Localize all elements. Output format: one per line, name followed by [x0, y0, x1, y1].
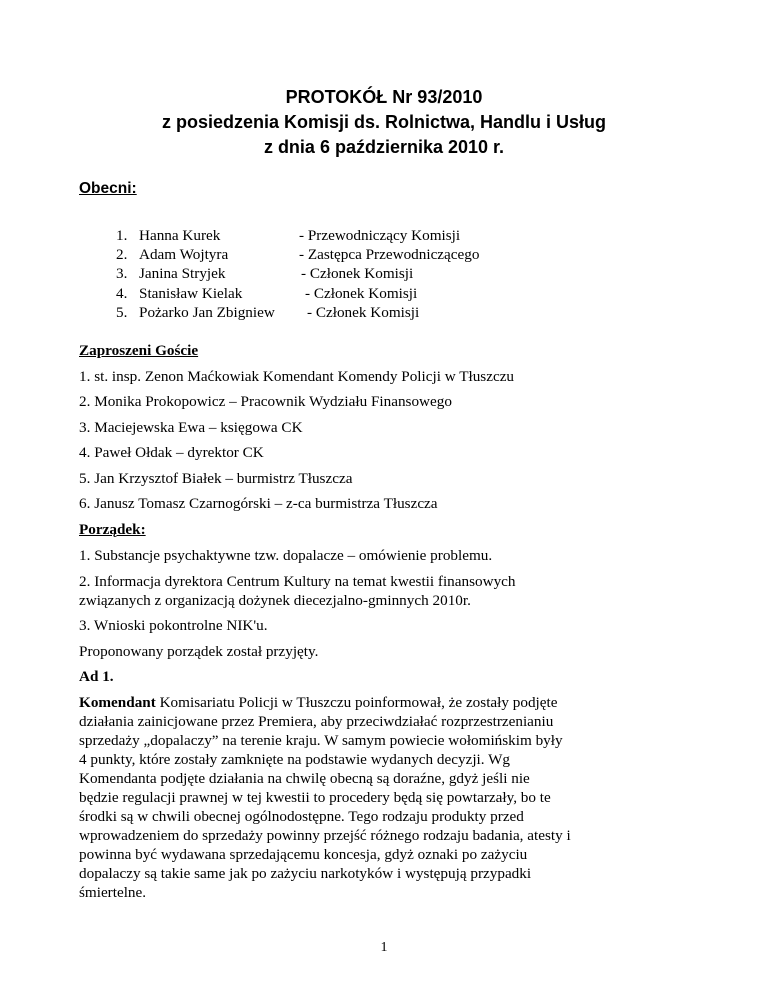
- member-role: - Członek Komisji: [307, 303, 420, 321]
- member-role: - Członek Komisji: [301, 265, 414, 283]
- protocol-title: PROTOKÓŁ Nr 93/2010: [285, 87, 483, 107]
- guests-heading: Zaproszeni Goście: [79, 342, 199, 359]
- guest-item: 5. Jan Krzysztof Białek – burmistrz Tłuszcza: [79, 470, 353, 487]
- guest-item: 3. Maciejewska Ewa – księgowa CK: [79, 419, 303, 436]
- ad1-paragraph-line: 4 punkty, które zostały zamknięte na podstawie wydanych decyzji. Wg: [79, 751, 511, 768]
- ad1-paragraph-line: dopalaczy są takie same jak po zażyciu narkotyków i występują przypadki: [79, 865, 532, 882]
- meeting-date: z dnia 6 października 2010 r.: [263, 137, 505, 157]
- member-row: [0, 226, 768, 245]
- member-number: 5.: [116, 303, 128, 321]
- ad1-paragraph-line: środki są w chwili obecnej ogólnodostępne. Tego rodzaju produkty przed: [79, 808, 524, 825]
- ad1-heading: Ad 1.: [79, 668, 114, 685]
- ad1-paragraph-line: działania zainicjowane przez Premiera, aby przeciwdziałać rozprzestrzenianiu: [79, 713, 554, 730]
- agenda-item: 1. Substancje psychaktywne tzw. dopalacze – omówienie problemu.: [79, 547, 493, 564]
- member-name: Pożarko Jan Zbigniew: [139, 303, 275, 321]
- meeting-subtitle: z posiedzenia Komisji ds. Rolnictwa, Handlu i Usług: [161, 112, 607, 132]
- member-name: Adam Wojtyra: [139, 246, 229, 264]
- member-role: - Przewodniczący Komisji: [299, 227, 461, 244]
- ad1-paragraph-line: wprowadzeniem do sprzedaży powinny przejść różnego rodzaju badania, atesty i: [79, 827, 571, 844]
- ad1-paragraph-line: sprzedaży „dopalaczy” na terenie kraju. W samym powiecie wołomińskim były: [79, 732, 563, 749]
- member-row: [0, 264, 768, 283]
- page-number: 1: [380, 940, 388, 955]
- member-role: - Członek Komisji: [305, 284, 418, 302]
- ad1-paragraph-line: śmiertelne.: [79, 884, 147, 901]
- member-name: Stanisław Kielak: [139, 284, 243, 302]
- member-number: 2.: [116, 246, 128, 264]
- agenda-accepted-note: Proponowany porządek został przyjęty.: [79, 643, 319, 660]
- guest-item: 6. Janusz Tomasz Czarnogórski – z-ca burmistrza Tłuszcza: [79, 495, 438, 512]
- guest-item: 1. st. insp. Zenon Maćkowiak Komendant Komendy Policji w Tłuszczu: [79, 368, 515, 385]
- guest-item: 2. Monika Prokopowicz – Pracownik Wydziału Finansowego: [79, 393, 452, 410]
- ad1-paragraph-line: Komendant Komisariatu Policji w Tłuszczu poinformował, że zostały podjęte: [79, 694, 558, 711]
- member-number: 1.: [116, 227, 128, 244]
- ad1-paragraph-line: powinna być wydawana sprzedającemu koncesja, gdyż oznaki po zażyciu: [79, 846, 528, 863]
- member-row: [0, 245, 768, 264]
- member-row: [0, 284, 768, 303]
- present-heading: Obecni:: [79, 180, 137, 197]
- agenda-item: 3. Wnioski pokontrolne NIK'u.: [79, 617, 268, 634]
- members-list: [0, 226, 768, 322]
- member-number: 3.: [116, 265, 128, 283]
- agenda-heading: Porządek:: [79, 521, 146, 538]
- ad1-paragraph-line: będzie regulacji prawnej w tej kwestii to procedery będą się powtarzały, bo te: [79, 789, 551, 806]
- member-name: Hanna Kurek: [139, 227, 221, 244]
- agenda-item: 2. Informacja dyrektora Centrum Kultury na temat kwestii finansowych: [79, 573, 516, 590]
- ad1-lead-word: Komendant: [79, 694, 156, 711]
- ad1-paragraph-line: Komendanta podjęte działania na chwilę obecną są doraźne, gdyż jeśli nie: [79, 770, 530, 787]
- member-number: 4.: [116, 284, 128, 302]
- member-name: Janina Stryjek: [139, 265, 226, 283]
- agenda-item-continued: związanych z organizacją dożynek diecezjalno-gminnych 2010r.: [79, 592, 471, 609]
- guest-item: 4. Paweł Ołdak – dyrektor CK: [79, 444, 264, 461]
- member-row: [0, 303, 768, 322]
- member-role: - Zastępca Przewodniczącego: [299, 246, 480, 264]
